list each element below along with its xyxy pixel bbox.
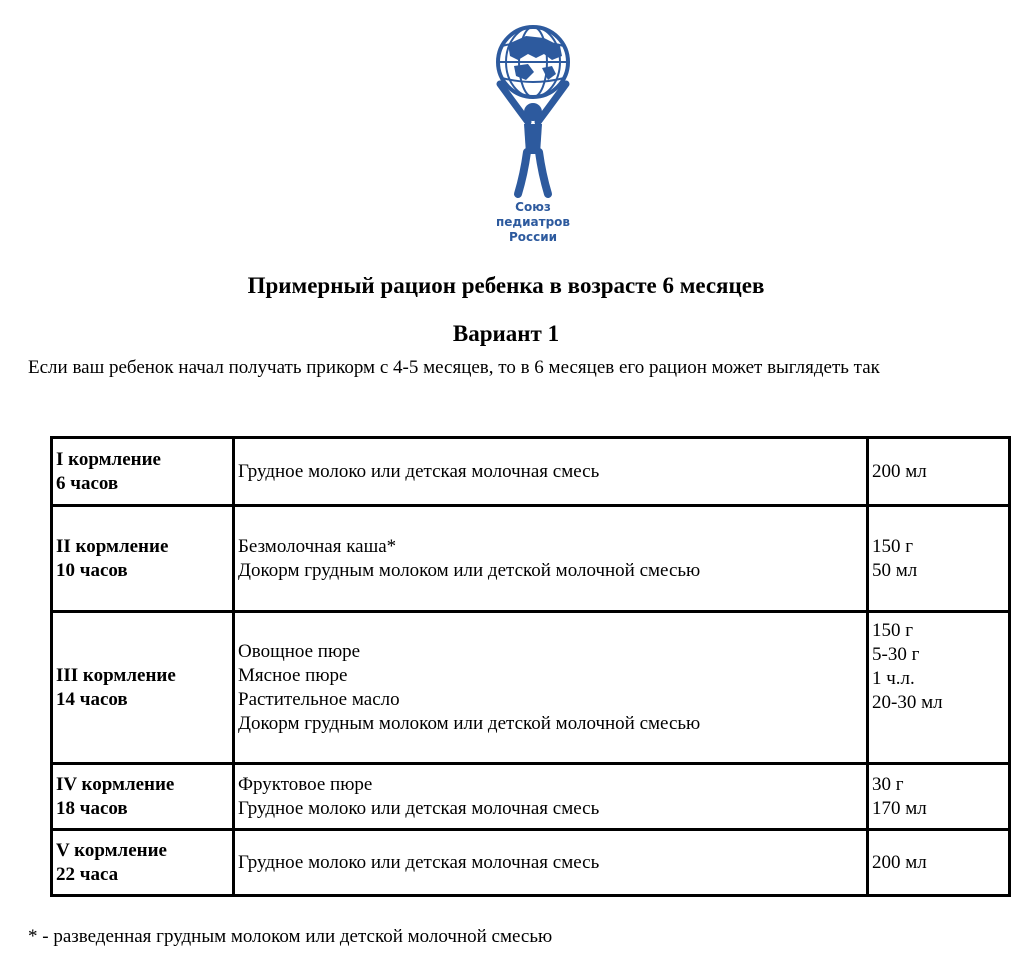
food-item: Безмолочная каша* (238, 535, 397, 557)
food-item: Докорм грудным молоком или детской молочной смесью (238, 559, 701, 581)
table-row (52, 438, 1010, 506)
food-cell (234, 612, 868, 764)
amount-item: 150 г (872, 620, 914, 641)
amount-item: 50 мл (872, 559, 918, 581)
amount-cell (868, 612, 1010, 764)
amount-item: 170 мл (872, 797, 927, 819)
table-row (52, 830, 1010, 896)
feeding-label: V кормление (56, 839, 167, 861)
logo-caption-line: Союз (515, 200, 551, 214)
feeding-label: III кормление (56, 664, 176, 686)
amount-item: 1 ч.л. (872, 668, 915, 689)
amount-item: 200 мл (872, 851, 927, 873)
amount-item: 30 г (872, 773, 904, 795)
table-row (52, 612, 1010, 764)
ration-table (50, 436, 1011, 897)
food-item: Грудное молоко или детская молочная смесь (238, 851, 600, 873)
feeding-cell (52, 764, 234, 830)
amount-item: 150 г (872, 535, 914, 557)
amount-item: 20-30 мл (872, 692, 943, 713)
feeding-cell (52, 612, 234, 764)
variant-heading: Вариант 1 (452, 321, 560, 346)
food-item: Фруктовое пюре (238, 773, 373, 795)
footnote: * - разведенная грудным молоком или детской молочной смесью (28, 926, 553, 947)
logo-caption (478, 200, 588, 245)
feeding-cell (52, 830, 234, 896)
food-item: Растительное масло (238, 688, 400, 710)
intro-paragraph: Если ваш ребенок начал получать прикорм с 4-5 месяцев, то в 6 месяцев его рацион может выглядеть так (28, 357, 880, 378)
food-item: Грудное молоко или детская молочная смесь (238, 460, 600, 482)
food-item: Мясное пюре (238, 664, 348, 686)
table-row (52, 506, 1010, 612)
pediatricians-union-logo (478, 24, 588, 262)
logo-caption-line: России (508, 230, 558, 244)
feeding-label: IV кормление (56, 773, 175, 795)
logo-caption-line: педиатров (495, 215, 570, 229)
amount-item: 5-30 г (872, 644, 920, 665)
table-row (52, 764, 1010, 830)
globe-figure-icon (478, 24, 588, 199)
food-cell (234, 506, 868, 612)
feeding-cell (52, 438, 234, 506)
food-cell (234, 764, 868, 830)
amount-cell (868, 438, 1010, 506)
food-cell (234, 830, 868, 896)
feeding-time: 14 часов (56, 688, 128, 710)
food-item: Докорм грудным молоком или детской молочной смесью (238, 712, 701, 734)
food-item: Грудное молоко или детская молочная смесь (238, 797, 600, 819)
feeding-time: 6 часов (56, 472, 119, 494)
feeding-time: 10 часов (56, 559, 128, 581)
page-title: Примерный рацион ребенка в возрасте 6 месяцев (247, 273, 765, 298)
feeding-time: 18 часов (56, 797, 128, 819)
feeding-time: 22 часа (56, 863, 119, 885)
feeding-cell (52, 506, 234, 612)
amount-cell (868, 830, 1010, 896)
food-item: Овощное пюре (238, 640, 361, 662)
feeding-label: I кормление (56, 448, 161, 470)
food-cell (234, 438, 868, 506)
feeding-label: II кормление (56, 535, 169, 557)
amount-item: 200 мл (872, 460, 927, 482)
amount-cell (868, 506, 1010, 612)
amount-cell (868, 764, 1010, 830)
